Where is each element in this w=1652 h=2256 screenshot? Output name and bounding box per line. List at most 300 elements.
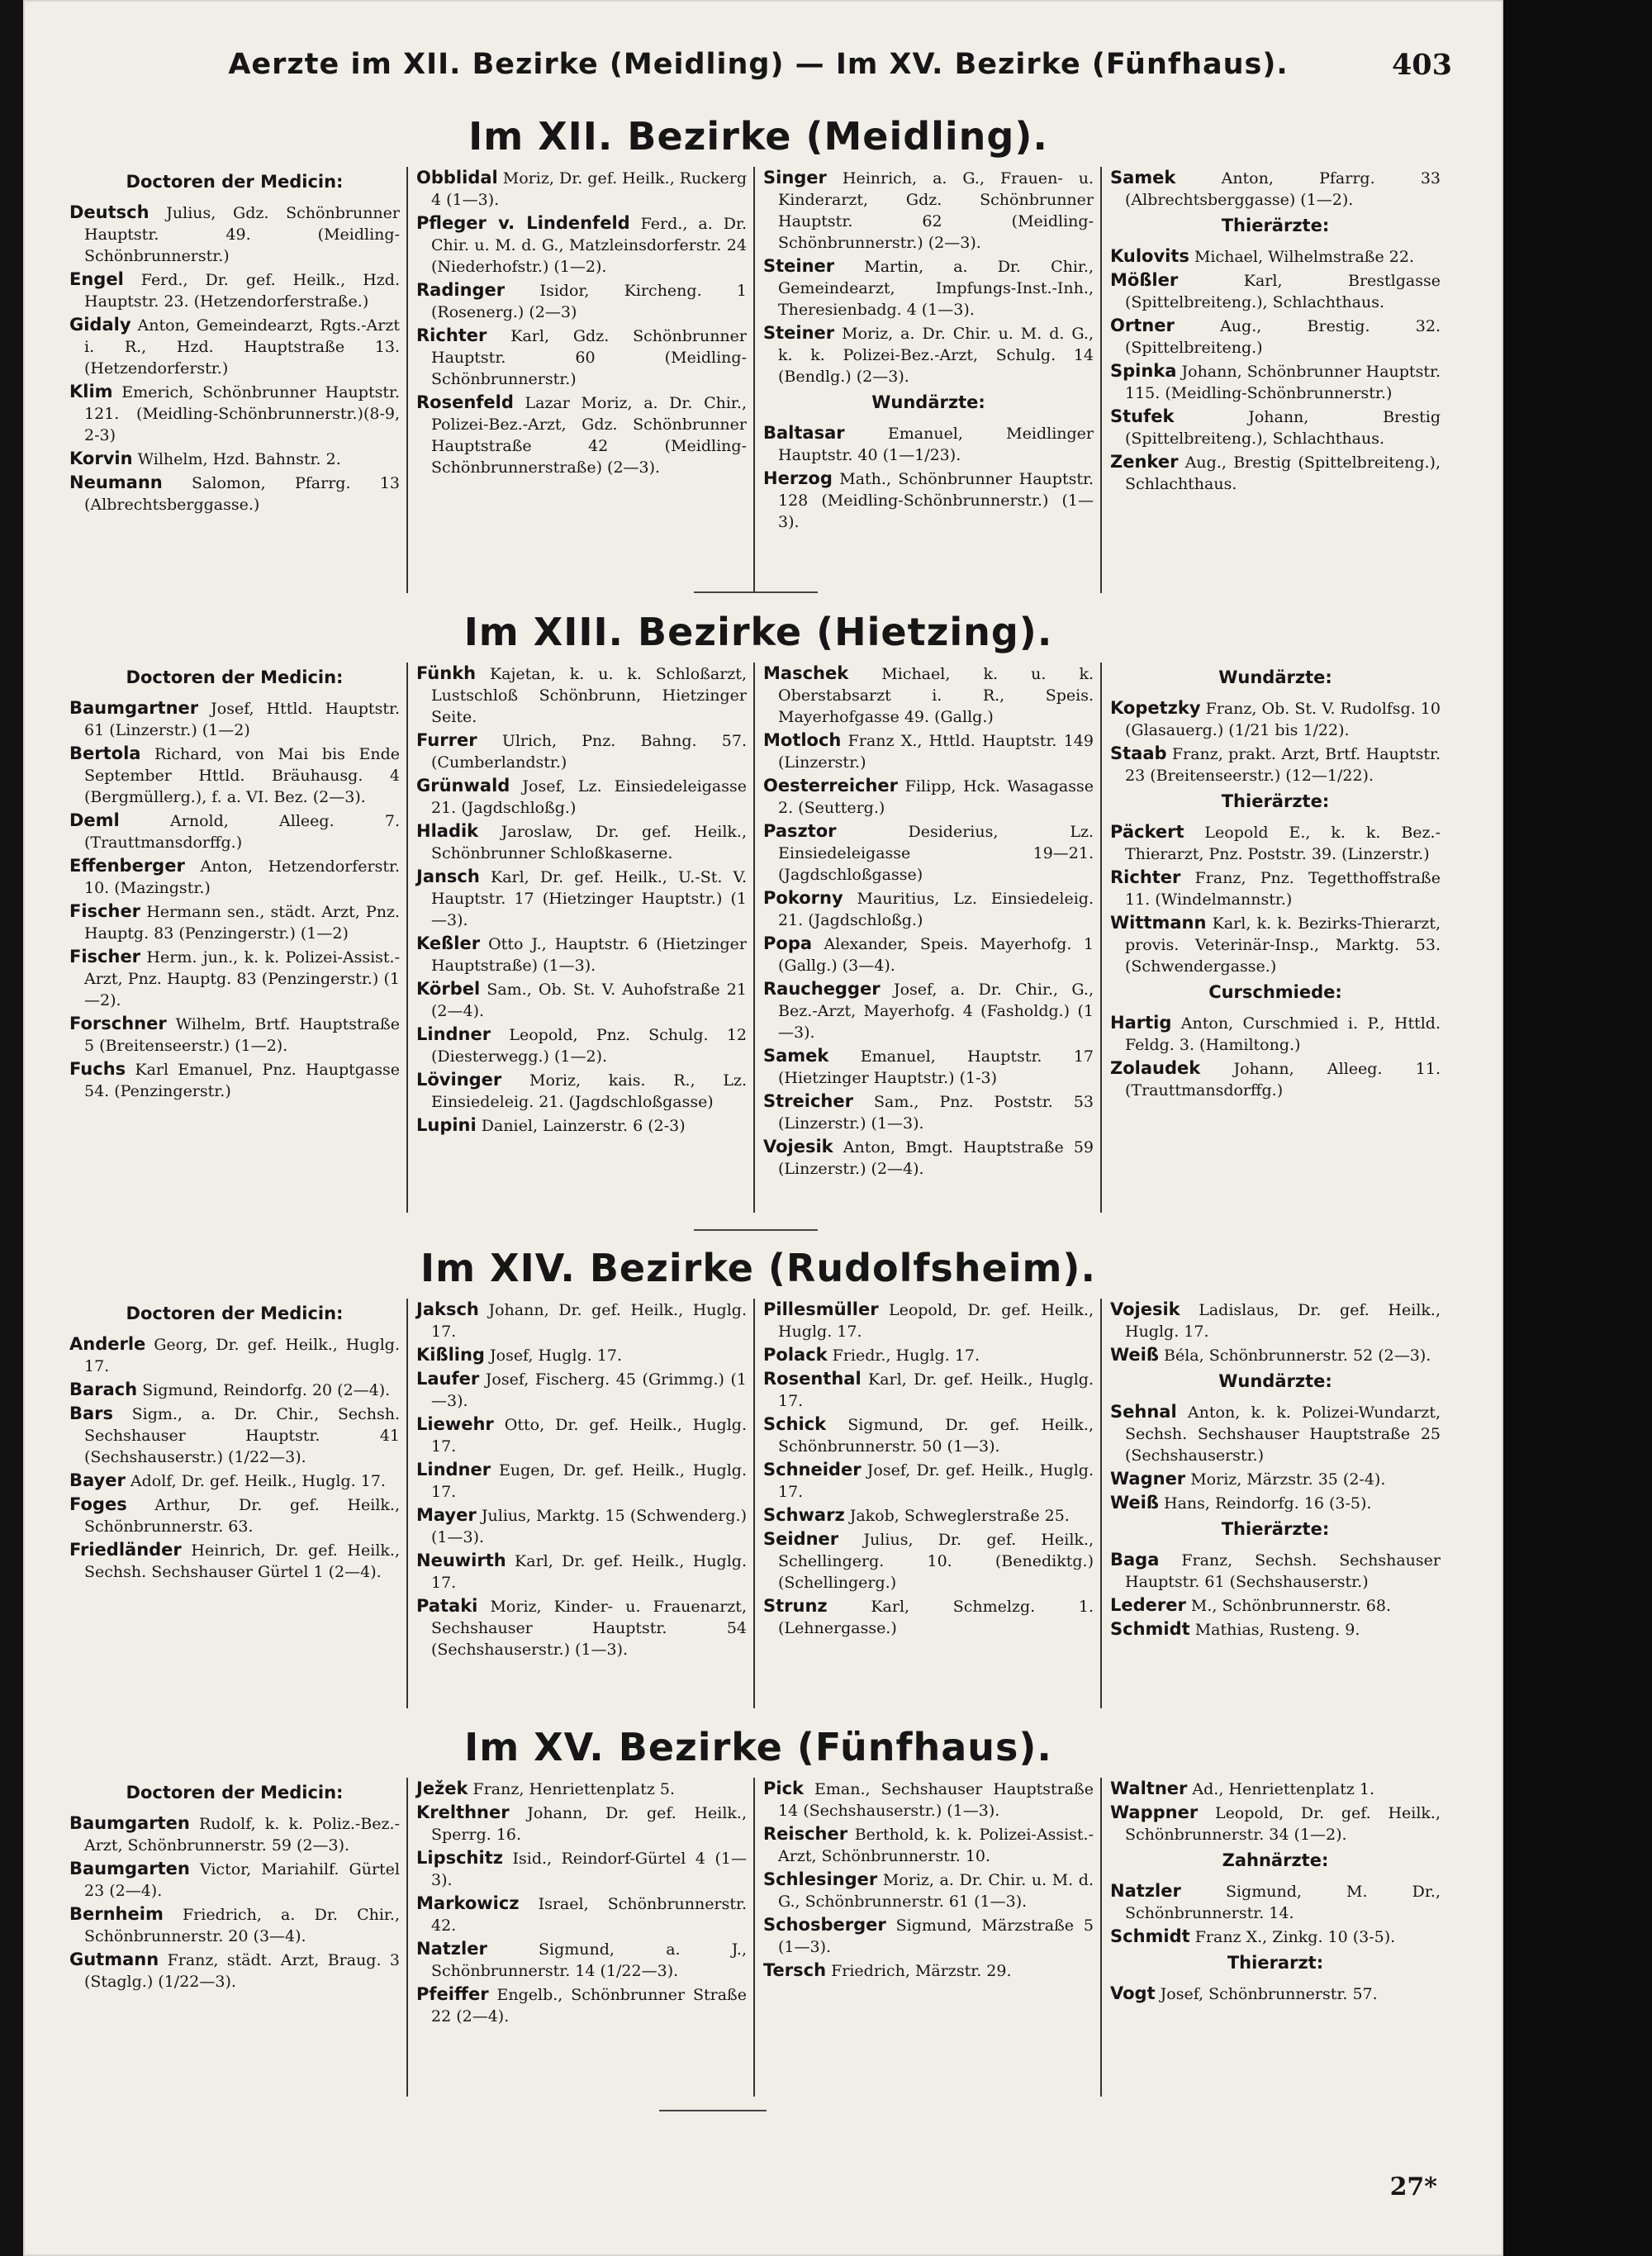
directory-entry bbox=[763, 820, 1094, 886]
directory-entry bbox=[416, 1114, 747, 1137]
entry-surname: Rosenthal bbox=[763, 1369, 862, 1389]
entry-surname: Fuchs bbox=[69, 1059, 126, 1079]
entry-surname: Jansch bbox=[416, 867, 480, 886]
directory-entry bbox=[763, 1528, 1094, 1593]
entry-surname: Foges bbox=[69, 1494, 127, 1514]
entry-details: Ladislaus, Dr. gef. Heilk., Huglg. 17. bbox=[1125, 1301, 1441, 1341]
directory-entry bbox=[69, 448, 400, 470]
entry-surname: Friedländer bbox=[69, 1540, 182, 1560]
entry-surname: Gutmann bbox=[69, 1950, 159, 1969]
entry-surname: Päckert bbox=[1110, 822, 1184, 842]
entry-details: Karl, Gdz. Schönbrunner Hauptstr. 60 (Meidling-Schönbrunnerstr.) bbox=[431, 327, 747, 388]
section-divider bbox=[694, 591, 818, 593]
entry-details: Engelb., Schönbrunner Straße 22 (2—4). bbox=[431, 1986, 747, 2026]
entry-surname: Natzler bbox=[416, 1939, 487, 1959]
text-column bbox=[1105, 1778, 1446, 2097]
directory-entry bbox=[69, 900, 400, 944]
directory-entry bbox=[416, 866, 747, 931]
column-block bbox=[64, 1299, 1452, 1708]
directory-entry bbox=[416, 167, 747, 211]
entry-details: Béla, Schönbrunnerstr. 52 (2—3). bbox=[1158, 1346, 1431, 1365]
category-heading: Doctoren der Medicin: bbox=[126, 667, 344, 687]
directory-entry bbox=[763, 1778, 1094, 1821]
entry-surname: Streicher bbox=[763, 1091, 853, 1111]
directory-entry bbox=[416, 775, 747, 819]
entry-details: Emerich, Schönbrunner Hauptstr. 121. (Meidling-Schönbrunnerstr.)(8-9, 2-3) bbox=[84, 383, 400, 444]
entry-details: Sigmund, a. J., Schönbrunnerstr. 14 (1/22—3). bbox=[431, 1940, 747, 1980]
entry-surname: Staab bbox=[1110, 743, 1167, 763]
entry-surname: Zenker bbox=[1110, 452, 1179, 472]
book-page bbox=[23, 0, 1503, 2256]
entry-surname: Baumgartner bbox=[69, 698, 199, 718]
column-rule bbox=[1100, 1299, 1102, 1708]
entry-details: Jakob, Schweglerstraße 25. bbox=[844, 1507, 1070, 1525]
directory-entry bbox=[1110, 743, 1441, 786]
entry-surname: Pokorny bbox=[763, 888, 843, 908]
directory-entry bbox=[416, 1550, 747, 1593]
entry-surname: Fünkh bbox=[416, 663, 477, 683]
directory-entry bbox=[416, 1413, 747, 1457]
entry-surname: Weiß bbox=[1110, 1345, 1159, 1365]
entry-surname: Baltasar bbox=[763, 423, 845, 443]
directory-entry bbox=[416, 1847, 747, 1891]
entry-details: Sigmund, M. Dr., Schönbrunnerstr. 14. bbox=[1125, 1883, 1441, 1922]
directory-entry bbox=[763, 1459, 1094, 1503]
directory-entry bbox=[69, 472, 400, 515]
entry-details: M., Schönbrunnerstr. 68. bbox=[1185, 1597, 1392, 1615]
entry-surname: Herzog bbox=[763, 468, 833, 488]
entry-details: Franz X., Httld. Hauptstr. 149 (Linzerstr.) bbox=[778, 732, 1094, 772]
entry-details: Herm. jun., k. k. Polizei-Assist.-Arzt, Pnz. Hauptg. 83 (Penzingerstr.) (1—2). bbox=[84, 948, 400, 1009]
running-header bbox=[64, 48, 1452, 89]
entry-details: Sam., Pnz. Poststr. 53 (Linzerstr.) (1—3). bbox=[778, 1093, 1094, 1133]
directory-entry bbox=[763, 933, 1094, 976]
directory-entry bbox=[69, 1812, 400, 1856]
directory-entry bbox=[69, 810, 400, 853]
entry-details: Desiderius, Lz. Einsiedeleigasse 19—21. (Jagdschloßgasse) bbox=[778, 823, 1094, 884]
entry-details: Anton, Pfarrg. 33 (Albrechtsberggasse) (1—2). bbox=[1125, 169, 1441, 209]
directory-entry bbox=[69, 381, 400, 446]
entry-surname: Wittmann bbox=[1110, 913, 1207, 933]
directory-entry bbox=[416, 933, 747, 976]
text-column bbox=[64, 167, 405, 593]
text-column bbox=[64, 663, 405, 1213]
entry-surname: Obblidal bbox=[416, 168, 498, 188]
entry-surname: Fischer bbox=[69, 947, 141, 967]
directory-entry bbox=[69, 1494, 400, 1537]
directory-entry bbox=[1110, 1057, 1441, 1101]
directory-entry bbox=[1110, 821, 1441, 865]
entry-surname: Gidaly bbox=[69, 315, 131, 335]
entry-surname: Schosberger bbox=[763, 1915, 886, 1935]
column-block bbox=[64, 1778, 1452, 2097]
entry-details: Johann, Dr. gef. Heilk., Huglg. 17. bbox=[431, 1301, 747, 1341]
directory-entry bbox=[416, 1069, 747, 1113]
entry-surname: Ortner bbox=[1110, 316, 1175, 335]
directory-entry bbox=[1110, 245, 1441, 268]
entry-details: Jaroslaw, Dr. gef. Heilk., Schönbrunner Schloßkaserne. bbox=[431, 823, 747, 862]
entry-details: Daniel, Lainzerstr. 6 (2-3) bbox=[476, 1117, 686, 1135]
entry-details: Moriz, Kinder- u. Frauenarzt, Sechshauser Hauptstr. 54 (Sechshauserstr.) (1—3). bbox=[431, 1598, 747, 1659]
directory-entry bbox=[1110, 1549, 1441, 1593]
category-heading: Thierärzte: bbox=[1221, 791, 1330, 811]
entry-details: Sigmund, Reindorfg. 20 (2—4). bbox=[137, 1381, 391, 1399]
entry-surname: Fischer bbox=[69, 901, 141, 921]
entry-details: Sam., Ob. St. V. Auhofstraße 21 (2—4). bbox=[431, 981, 747, 1020]
entry-surname: Baumgarten bbox=[69, 1859, 190, 1878]
category-heading: Doctoren der Medicin: bbox=[126, 1783, 344, 1802]
column-rule bbox=[1100, 663, 1102, 1213]
running-header-title: Aerzte im XII. Bezirke (Meidling) — Im XV. Bezirke (Fünfhaus). bbox=[228, 48, 1289, 81]
entry-surname: Pfeiffer bbox=[416, 1984, 489, 2004]
entry-surname: Krelthner bbox=[416, 1802, 510, 1822]
entry-details: Johann, Dr. gef. Heilk., Sperrg. 16. bbox=[431, 1804, 747, 1844]
section-title: Im XII. Bezirke (Meidling). bbox=[468, 114, 1048, 159]
entry-details: Moriz, a. Dr. Chir. u. M. d. G., k. k. Polizei-Bez.-Arzt, Schulg. 14 (Bendlg.) (2—3). bbox=[778, 325, 1094, 386]
entry-details: Julius, Gdz. Schönbrunner Hauptstr. 49. (Meidling-Schönbrunnerstr.) bbox=[84, 204, 400, 265]
entry-surname: Lindner bbox=[416, 1460, 491, 1479]
entry-surname: Singer bbox=[763, 168, 827, 188]
signature-mark: 27* bbox=[1389, 2173, 1437, 2201]
entry-surname: Ježek bbox=[416, 1779, 468, 1798]
directory-entry bbox=[416, 325, 747, 390]
directory-entry bbox=[1110, 1618, 1441, 1641]
text-column bbox=[64, 1778, 405, 2097]
entry-surname: Neumann bbox=[69, 473, 163, 492]
entry-details: Moriz, Dr. gef. Heilk., Ruckerg 4 (1—3). bbox=[431, 169, 747, 209]
text-column bbox=[411, 1299, 752, 1708]
text-column bbox=[758, 167, 1099, 593]
entry-details: Leopold, Dr. gef. Heilk., Schönbrunnerstr. 34 (1—2). bbox=[1125, 1804, 1441, 1844]
entry-surname: Radinger bbox=[416, 280, 506, 300]
entry-details: Josef, Huglg. 17. bbox=[484, 1346, 622, 1365]
entry-details: Moriz, a. Dr. Chir. u. M. d. G., Schönbrunnerstr. 61 (1—3). bbox=[778, 1871, 1094, 1911]
entry-surname: Richter bbox=[416, 325, 487, 345]
directory-entry bbox=[416, 1983, 747, 2027]
entry-details: Eman., Sechshauser Hauptstraße 14 (Sechshauserstr.) (1—3). bbox=[778, 1780, 1094, 1820]
entry-surname: Bertola bbox=[69, 743, 141, 763]
directory-entry bbox=[69, 1858, 400, 1902]
directory-entry bbox=[1110, 1299, 1441, 1342]
directory-entry bbox=[1110, 451, 1441, 495]
entry-details: Friedrich, Märzstr. 29. bbox=[826, 1962, 1012, 1980]
entry-surname: Tersch bbox=[763, 1960, 827, 1980]
directory-entry bbox=[1110, 1468, 1441, 1490]
directory-entry bbox=[69, 202, 400, 267]
entry-surname: Natzler bbox=[1110, 1881, 1181, 1901]
entry-details: Sigm., a. Dr. Chir., Sechsh. Sechshauser Hauptstr. 41 (Sechshauserstr.) (1/22—3). bbox=[84, 1405, 400, 1466]
entry-details: Johann, Alleeg. 11. (Trauttmansdorffg.) bbox=[1125, 1060, 1441, 1100]
directory-entry bbox=[1110, 1926, 1441, 1948]
entry-details: Aug., Brestig (Spittelbreiteng.), Schlachthaus. bbox=[1125, 454, 1441, 493]
directory-entry bbox=[763, 729, 1094, 773]
directory-entry bbox=[1110, 360, 1441, 404]
entry-details: Alexander, Speis. Mayerhofg. 1 (Gallg.) (3—4). bbox=[778, 935, 1094, 975]
entry-details: Kajetan, k. u. k. Schloßarzt, Lustschloß Schönbrunn, Hietzinger Seite. bbox=[431, 665, 747, 726]
entry-surname: Vogt bbox=[1110, 1983, 1156, 2003]
directory-entry bbox=[763, 167, 1094, 254]
entry-surname: Lederer bbox=[1110, 1595, 1186, 1615]
entry-details: Filipp, Hck. Wasagasse 2. (Seutterg.) bbox=[778, 777, 1094, 817]
entry-details: Julius, Marktg. 15 (Schwenderg.) (1—3). bbox=[431, 1507, 747, 1546]
directory-entry bbox=[1110, 1778, 1441, 1800]
text-column bbox=[758, 663, 1099, 1213]
text-column bbox=[1105, 167, 1446, 593]
entry-details: Richard, von Mai bis Ende September Httld. Bräuhausg. 4 (Bergmüllerg.), f. a. VI. Bez. (2—3). bbox=[84, 745, 400, 806]
entry-surname: Baga bbox=[1110, 1550, 1160, 1570]
entry-surname: Baumgarten bbox=[69, 1813, 190, 1833]
entry-surname: Vojesik bbox=[1110, 1299, 1180, 1319]
entry-surname: Schwarz bbox=[763, 1505, 845, 1525]
entry-surname: Kulovits bbox=[1110, 246, 1189, 266]
entry-details: Berthold, k. k. Polizei-Assist.-Arzt, Schönbrunnerstr. 10. bbox=[778, 1826, 1094, 1865]
column-block bbox=[64, 663, 1452, 1213]
section-divider bbox=[659, 2110, 767, 2111]
entry-surname: Schmidt bbox=[1110, 1926, 1190, 1946]
entry-details: Friedr., Huglg. 17. bbox=[827, 1346, 980, 1365]
entry-details: Salomon, Pfarrg. 13 (Albrechtsberggasse.) bbox=[84, 474, 400, 514]
directory-entry bbox=[69, 1949, 400, 1992]
entry-details: Franz, Sechsh. Sechshauser Hauptstr. 61 (Sechshauserstr.) bbox=[1125, 1551, 1441, 1591]
directory-entry bbox=[763, 322, 1094, 387]
entry-details: Adolf, Dr. gef. Heilk., Huglg. 17. bbox=[125, 1472, 386, 1490]
directory-entry bbox=[763, 663, 1094, 728]
directory-entry bbox=[416, 820, 747, 864]
directory-entry bbox=[416, 1368, 747, 1412]
directory-entry bbox=[1110, 1344, 1441, 1366]
entry-surname: Reischer bbox=[763, 1824, 848, 1844]
directory-entry bbox=[416, 212, 747, 278]
category-heading: Wundärzte: bbox=[871, 392, 985, 412]
entry-details: Michael, Wilhelmstraße 22. bbox=[1189, 248, 1414, 266]
section-district-xiv bbox=[64, 1237, 1452, 1708]
entry-surname: Bayer bbox=[69, 1470, 126, 1490]
entry-details: Franz X., Zinkg. 10 (3-5). bbox=[1189, 1928, 1396, 1946]
column-rule bbox=[753, 1299, 755, 1708]
category-heading: Doctoren der Medicin: bbox=[126, 1304, 344, 1323]
entry-details: Sigmund, Märzstraße 5 (1—3). bbox=[778, 1916, 1094, 1956]
directory-entry bbox=[69, 1539, 400, 1583]
directory-entry bbox=[763, 1368, 1094, 1412]
directory-entry bbox=[416, 279, 747, 323]
directory-entry bbox=[416, 1595, 747, 1660]
directory-entry bbox=[416, 729, 747, 773]
entry-surname: Grünwald bbox=[416, 776, 510, 796]
entry-details: Franz, Henriettenplatz 5. bbox=[468, 1780, 676, 1798]
entry-details: Franz, städt. Arzt, Braug. 3 (Staglg.) (1/22—3). bbox=[84, 1951, 400, 1991]
entry-surname: Sehnal bbox=[1110, 1402, 1177, 1422]
entry-surname: Deml bbox=[69, 810, 120, 830]
entry-surname: Waltner bbox=[1110, 1779, 1188, 1798]
entry-surname: Lupini bbox=[416, 1115, 477, 1135]
entry-surname: Schlesinger bbox=[763, 1869, 878, 1889]
entry-surname: Maschek bbox=[763, 663, 849, 683]
entry-surname: Schmidt bbox=[1110, 1619, 1190, 1639]
category-heading: Wundärzte: bbox=[1218, 667, 1332, 687]
entry-details: Franz, Pnz. Tegetthoffstraße 11. (Windelmannstr.) bbox=[1125, 869, 1441, 909]
category-heading: Thierarzt: bbox=[1227, 1953, 1324, 1973]
text-column bbox=[411, 663, 752, 1213]
entry-details: Karl, Dr. gef. Heilk., U.-St. V. Hauptstr. 17 (Hietzinger Hauptstr.) (1—3). bbox=[431, 868, 747, 929]
directory-entry bbox=[1110, 167, 1441, 211]
entry-surname: Kißling bbox=[416, 1345, 485, 1365]
entry-surname: Körbel bbox=[416, 979, 481, 999]
entry-surname: Jaksch bbox=[416, 1299, 479, 1319]
entry-details: Wilhelm, Hzd. Bahnstr. 2. bbox=[132, 450, 341, 468]
entry-surname: Spinka bbox=[1110, 361, 1177, 381]
directory-entry bbox=[763, 887, 1094, 931]
entry-surname: Polack bbox=[763, 1345, 828, 1365]
entry-details: Ferd., Dr. gef. Heilk., Hzd. Hauptstr. 23. (Hetzendorferstraße.) bbox=[84, 271, 400, 311]
entry-details: Moriz, kais. R., Lz. Einsiedeleig. 21. (Jagdschloßgasse) bbox=[431, 1071, 747, 1111]
column-rule bbox=[406, 1778, 408, 2097]
entry-details: Otto, Dr. gef. Heilk., Huglg. 17. bbox=[431, 1416, 747, 1456]
entry-surname: Schick bbox=[763, 1414, 827, 1434]
entry-details: Arthur, Dr. gef. Heilk., Schönbrunnerstr. 63. bbox=[84, 1496, 400, 1536]
directory-entry bbox=[1110, 406, 1441, 449]
directory-entry bbox=[763, 775, 1094, 819]
directory-entry bbox=[1110, 1983, 1441, 2005]
directory-entry bbox=[69, 1058, 400, 1102]
category-heading: Doctoren der Medicin: bbox=[126, 172, 344, 192]
column-rule bbox=[406, 1299, 408, 1708]
text-column bbox=[64, 1299, 405, 1708]
directory-entry bbox=[69, 1403, 400, 1468]
entry-details: Karl, Schmelzg. 1. (Lehnergasse.) bbox=[778, 1598, 1094, 1637]
entry-surname: Popa bbox=[763, 933, 813, 953]
directory-entry bbox=[1110, 1880, 1441, 1924]
entry-details: Josef, Httld. Hauptstr. 61 (Linzerstr.) (1—2) bbox=[84, 700, 400, 739]
entry-details: Anton, k. k. Polizei-Wundarzt, Sechsh. Sechshauser Hauptstraße 25 (Sechshauserstr.) bbox=[1125, 1403, 1441, 1465]
entry-details: Leopold, Pnz. Schulg. 12 (Diesterwegg.) (1—2). bbox=[431, 1026, 747, 1066]
entry-details: Hermann sen., städt. Arzt, Pnz. Hauptg. 83 (Penzingerstr.) (1—2) bbox=[84, 903, 400, 943]
entry-details: Aug., Brestig. 32. (Spittelbreiteng.) bbox=[1125, 317, 1441, 357]
directory-entry bbox=[416, 1893, 747, 1936]
entry-details: Josef, Fischerg. 45 (Grimmg.) (1—3). bbox=[431, 1370, 747, 1410]
directory-entry bbox=[763, 1504, 1094, 1527]
entry-surname: Oesterreicher bbox=[763, 776, 899, 796]
directory-entry bbox=[1110, 1594, 1441, 1617]
directory-entry bbox=[69, 946, 400, 1011]
directory-entry bbox=[763, 1914, 1094, 1958]
entry-surname: Wagner bbox=[1110, 1469, 1186, 1489]
entry-details: Mathias, Rusteng. 9. bbox=[1189, 1621, 1360, 1639]
directory-entry bbox=[416, 663, 747, 728]
entry-details: Emanuel, Hauptstr. 17 (Hietzinger Hauptstr.) (1-3) bbox=[778, 1047, 1094, 1087]
text-column bbox=[1105, 663, 1446, 1213]
entry-surname: Neuwirth bbox=[416, 1551, 506, 1570]
section-district-xii bbox=[64, 106, 1452, 593]
entry-details: Anton, Gemeindearzt, Rgts.-Arzt i. R., Hzd. Hauptstraße 13. (Hetzendorferstr.) bbox=[84, 316, 400, 378]
entry-details: Otto J., Hauptstr. 6 (Hietzinger Hauptstraße) (1—3). bbox=[431, 935, 747, 975]
entry-surname: Stufek bbox=[1110, 406, 1175, 426]
entry-details: Rudolf, k. k. Poliz.-Bez.-Arzt, Schönbrunnerstr. 59 (2—3). bbox=[84, 1815, 400, 1855]
directory-entry bbox=[763, 1959, 1094, 1982]
entry-details: Karl, k. k. Bezirks-Thierarzt, provis. Veterinär-Insp., Marktg. 53. (Schwendergasse.) bbox=[1125, 914, 1441, 976]
entry-surname: Rauchegger bbox=[763, 979, 881, 999]
entry-surname: Lipschitz bbox=[416, 1848, 503, 1868]
category-heading: Zahnärzte: bbox=[1222, 1850, 1329, 1870]
entry-surname: Pfleger v. Lindenfeld bbox=[416, 213, 630, 233]
entry-surname: Bars bbox=[69, 1403, 114, 1423]
directory-entry bbox=[69, 743, 400, 808]
entry-surname: Korvin bbox=[69, 449, 133, 468]
entry-details: Johann, Brestig (Spittelbreiteng.), Schlachthaus. bbox=[1125, 408, 1441, 448]
entry-surname: Pillesmüller bbox=[763, 1299, 879, 1319]
section-divider bbox=[694, 1229, 818, 1231]
entry-surname: Hladik bbox=[416, 821, 479, 841]
directory-entry bbox=[763, 1344, 1094, 1366]
entry-details: Isidor, Kircheng. 1 (Rosenerg.) (2—3) bbox=[431, 282, 747, 321]
directory-entry bbox=[416, 1778, 747, 1800]
entry-details: Franz, prakt. Arzt, Brtf. Hauptstr. 23 (Breitenseerstr.) (12—1/22). bbox=[1125, 745, 1441, 785]
entry-surname: Vojesik bbox=[763, 1137, 833, 1156]
entry-details: Leopold, Dr. gef. Heilk., Huglg. 17. bbox=[778, 1301, 1094, 1341]
directory-entry bbox=[1110, 1401, 1441, 1466]
entry-surname: Keßler bbox=[416, 933, 481, 953]
directory-entry bbox=[1110, 867, 1441, 910]
directory-entry bbox=[763, 978, 1094, 1043]
text-column bbox=[411, 167, 752, 593]
entry-details: Franz, Ob. St. V. Rudolfsg. 10 (Glasauerg.) (1/21 bis 1/22). bbox=[1125, 700, 1441, 739]
directory-entry bbox=[763, 1869, 1094, 1912]
directory-entry bbox=[763, 468, 1094, 533]
column-rule bbox=[1100, 167, 1102, 593]
entry-details: Hans, Reindorfg. 16 (3-5). bbox=[1158, 1494, 1372, 1513]
entry-details: Karl, Dr. gef. Heilk., Huglg. 17. bbox=[778, 1370, 1094, 1410]
directory-entry bbox=[69, 1470, 400, 1492]
text-column bbox=[411, 1778, 752, 2097]
page-number: 403 bbox=[1391, 48, 1452, 82]
category-heading: Thierärzte: bbox=[1221, 216, 1330, 235]
entry-details: Heinrich, a. G., Frauen- u. Kinderarzt, Gdz. Schönbrunner Hauptstr. 62 (Meidling-Schönbrunnerstr.) (2—3). bbox=[778, 169, 1094, 252]
directory-entry bbox=[416, 392, 747, 478]
entry-details: Friedrich, a. Dr. Chir., Schönbrunnerstr. 20 (3—4). bbox=[84, 1906, 400, 1945]
section-title: Im XIII. Bezirke (Hietzing). bbox=[463, 610, 1053, 654]
directory-entry bbox=[1110, 315, 1441, 359]
entry-details: Isid., Reindorf-Gürtel 4 (1—3). bbox=[431, 1850, 747, 1889]
directory-entry bbox=[763, 1413, 1094, 1457]
text-column bbox=[758, 1299, 1099, 1708]
entry-surname: Weiß bbox=[1110, 1493, 1159, 1513]
entry-details: Lazar Moriz, a. Dr. Chir., Polizei-Bez.-Arzt, Gdz. Schönbrunner Hauptstraße 42 (Meidling-Schönbrunnerstraße) (2—3). bbox=[431, 394, 747, 477]
entry-surname: Samek bbox=[763, 1046, 829, 1066]
directory-entry bbox=[416, 1024, 747, 1067]
directory-entry bbox=[416, 1938, 747, 1982]
entry-details: Victor, Mariahilf. Gürtel 23 (2—4). bbox=[84, 1860, 400, 1900]
section-title: Im XIV. Bezirke (Rudolfsheim). bbox=[420, 1246, 1096, 1290]
entry-surname: Motloch bbox=[763, 730, 842, 750]
entry-details: Georg, Dr. gef. Heilk., Huglg. 17. bbox=[84, 1336, 400, 1375]
entry-details: Josef, a. Dr. Chir., G., Bez.-Arzt, Mayerhofg. 4 (Fasholdg.) (1—3). bbox=[778, 981, 1094, 1042]
directory-entry bbox=[416, 978, 747, 1022]
column-rule bbox=[406, 167, 408, 593]
directory-entry bbox=[69, 1013, 400, 1057]
text-column bbox=[758, 1778, 1099, 2097]
entry-surname: Lindner bbox=[416, 1024, 491, 1044]
entry-details: Anton, Hetzendorferstr. 10. (Mazingstr.) bbox=[84, 857, 400, 897]
entry-details: Ulrich, Pnz. Bahng. 57. (Cumberlandstr.) bbox=[431, 732, 747, 772]
entry-surname: Liewehr bbox=[416, 1414, 494, 1434]
entry-surname: Effenberger bbox=[69, 856, 185, 876]
entry-surname: Steiner bbox=[763, 323, 835, 343]
section-district-xv bbox=[64, 1717, 1452, 2097]
directory-entry bbox=[763, 422, 1094, 466]
column-block bbox=[64, 167, 1452, 593]
entry-surname: Furrer bbox=[416, 730, 477, 750]
entry-surname: Lövinger bbox=[416, 1070, 502, 1090]
entry-details: Karl, Dr. gef. Heilk., Huglg. 17. bbox=[431, 1552, 747, 1592]
